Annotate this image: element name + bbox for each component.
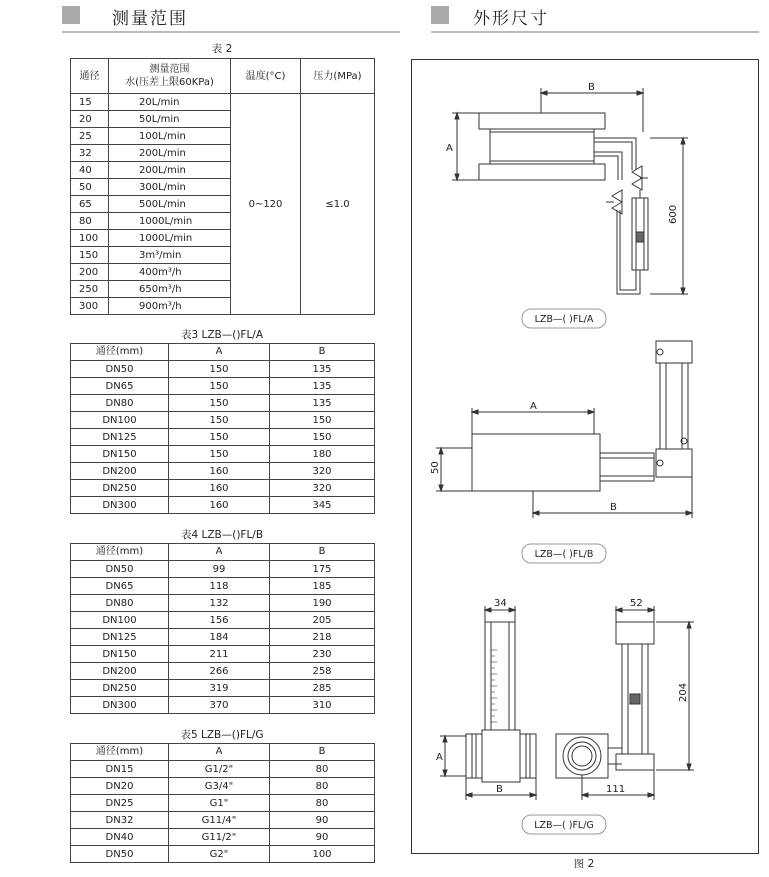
table-cell: DN300	[71, 697, 169, 714]
cell-range: 650m³/h	[109, 281, 231, 298]
cell-dn: 250	[71, 281, 109, 298]
cell-dn: 25	[71, 128, 109, 145]
table-cell: 150	[169, 446, 270, 463]
table-cell: 345	[270, 497, 375, 514]
col-temp: 温度(°C)	[231, 59, 301, 94]
table-cell: 184	[169, 629, 270, 646]
col-header: 通径(mm)	[71, 544, 169, 561]
cell-range: 900m³/h	[109, 298, 231, 315]
header-title: 外形尺寸	[473, 9, 549, 29]
table-cell: DN65	[71, 578, 169, 595]
table-cell: 285	[270, 680, 375, 697]
table-cell: DN32	[71, 812, 169, 829]
table-cell: G1/2"	[169, 761, 270, 778]
table-cell: 135	[270, 361, 375, 378]
cell-dn: 300	[71, 298, 109, 315]
table-cell: DN250	[71, 680, 169, 697]
cell-dn: 65	[71, 196, 109, 213]
table-cell: 185	[270, 578, 375, 595]
table-cell: 230	[270, 646, 375, 663]
cell-range: 50L/min	[109, 111, 231, 128]
table-cell: 160	[169, 480, 270, 497]
table-cell: 370	[169, 697, 270, 714]
cell-pressure: ≤1.0	[301, 94, 375, 315]
table-cell: DN300	[71, 497, 169, 514]
table-cell: 266	[169, 663, 270, 680]
table-cell: 175	[270, 561, 375, 578]
table-cell: 80	[270, 761, 375, 778]
table-cell: G11/2"	[169, 829, 270, 846]
col-header: A	[169, 744, 270, 761]
table-cell: 90	[270, 829, 375, 846]
cell-range: 3m³/min	[109, 247, 231, 264]
dim-a-a: A	[446, 143, 453, 154]
table-cell: 150	[270, 412, 375, 429]
cell-range: 100L/min	[109, 128, 231, 145]
col-header: A	[169, 344, 270, 361]
col-header: B	[270, 744, 375, 761]
dim-g-w2: 52	[630, 598, 643, 609]
col-dn: 通径	[71, 59, 109, 94]
table-cell: 80	[270, 795, 375, 812]
table-cell: 211	[169, 646, 270, 663]
table-cell: G11/4"	[169, 812, 270, 829]
table-cell: DN100	[71, 612, 169, 629]
table-cell: DN50	[71, 361, 169, 378]
table-cell: 190	[270, 595, 375, 612]
table-cell: DN250	[71, 480, 169, 497]
cell-dn: 50	[71, 179, 109, 196]
table-cell: 320	[270, 480, 375, 497]
dim-a-b: B	[588, 82, 595, 93]
col-range: 测量范围 水(压差上限60KPa)	[109, 59, 231, 94]
table-cell: G2"	[169, 846, 270, 863]
dim-b-h: 50	[430, 461, 441, 474]
table-cell: DN80	[71, 595, 169, 612]
cell-range: 200L/min	[109, 145, 231, 162]
drawing-g-side	[556, 606, 694, 800]
cell-dn: 80	[71, 213, 109, 230]
table-cell: DN65	[71, 378, 169, 395]
table-cell: 100	[270, 846, 375, 863]
cell-dn: 20	[71, 111, 109, 128]
cell-temperature: 0~120	[231, 94, 301, 315]
table4-caption: 表4 LZB—()FL/B	[180, 529, 264, 541]
table-cell: 150	[169, 361, 270, 378]
label-g: LZB—( )FL/G	[534, 820, 594, 831]
cell-dn: 150	[71, 247, 109, 264]
table-cell: G3/4"	[169, 778, 270, 795]
table-cell: DN40	[71, 829, 169, 846]
drawing-g-front	[440, 606, 536, 800]
col-pressure: 压力(MPa)	[301, 59, 375, 94]
dim-g-len: 111	[606, 784, 626, 795]
label-b: LZB—( )FL/B	[534, 549, 594, 560]
cell-range: 200L/min	[109, 162, 231, 179]
header-title: 测量范围	[112, 9, 188, 29]
table-cell: DN25	[71, 795, 169, 812]
cell-dn: 100	[71, 230, 109, 247]
cell-dn: 32	[71, 145, 109, 162]
table-cell: 90	[270, 812, 375, 829]
cell-range: 500L/min	[109, 196, 231, 213]
table-cell: DN50	[71, 846, 169, 863]
table-cell: 150	[169, 412, 270, 429]
table-cell: 180	[270, 446, 375, 463]
table-cell: DN15	[71, 761, 169, 778]
table-cell: 80	[270, 778, 375, 795]
cell-dn: 200	[71, 264, 109, 281]
table-cell: DN80	[71, 395, 169, 412]
table-cell: 205	[270, 612, 375, 629]
table-cell: G1"	[169, 795, 270, 812]
table-cell: DN125	[71, 629, 169, 646]
dim-a-h: 600	[668, 204, 679, 224]
table-cell: 135	[270, 395, 375, 412]
table-cell: 132	[169, 595, 270, 612]
table2-caption: 表 2	[211, 43, 233, 55]
cell-dn: 40	[71, 162, 109, 179]
table-cell: DN20	[71, 778, 169, 795]
drawing-a	[452, 88, 688, 294]
table-cell: DN50	[71, 561, 169, 578]
table-cell: DN200	[71, 663, 169, 680]
table-cell: DN100	[71, 412, 169, 429]
table3-caption: 表3 LZB—()FL/A	[180, 329, 264, 341]
table-cell: 150	[169, 395, 270, 412]
table-cell: 150	[169, 378, 270, 395]
col-header: B	[270, 344, 375, 361]
table-cell: 160	[169, 463, 270, 480]
dim-g-a: A	[436, 752, 443, 763]
dim-g-b: B	[496, 784, 503, 795]
table-cell: DN125	[71, 429, 169, 446]
cell-range: 1000L/min	[109, 230, 231, 247]
label-a: LZB—( )FL/A	[534, 314, 594, 325]
cell-range: 20L/min	[109, 94, 231, 111]
table5-caption: 表5 LZB—()FL/G	[180, 729, 264, 741]
table-cell: 99	[169, 561, 270, 578]
table-cell: 156	[169, 612, 270, 629]
table-cell: 150	[270, 429, 375, 446]
cell-dn: 15	[71, 94, 109, 111]
figure-caption: 图 2	[573, 858, 595, 870]
table-cell: DN150	[71, 646, 169, 663]
col-header: A	[169, 544, 270, 561]
table-cell: DN200	[71, 463, 169, 480]
table-cell: 258	[270, 663, 375, 680]
col-header: 通径(mm)	[71, 744, 169, 761]
dim-b-a: A	[530, 401, 537, 412]
col-header: B	[270, 544, 375, 561]
dim-g-w1: 34	[494, 598, 507, 609]
table-cell: 160	[169, 497, 270, 514]
table-cell: 135	[270, 378, 375, 395]
table-cell: 218	[270, 629, 375, 646]
table-cell: 118	[169, 578, 270, 595]
col-header: 通径(mm)	[71, 344, 169, 361]
cell-range: 300L/min	[109, 179, 231, 196]
table-cell: DN150	[71, 446, 169, 463]
cell-range: 400m³/h	[109, 264, 231, 281]
dim-g-h: 204	[678, 682, 689, 702]
table-cell: 150	[169, 429, 270, 446]
dim-b-b: B	[610, 502, 617, 513]
table-cell: 320	[270, 463, 375, 480]
cell-range: 1000L/min	[109, 213, 231, 230]
table-cell: 319	[169, 680, 270, 697]
table-cell: 310	[270, 697, 375, 714]
drawing-b	[436, 341, 692, 518]
